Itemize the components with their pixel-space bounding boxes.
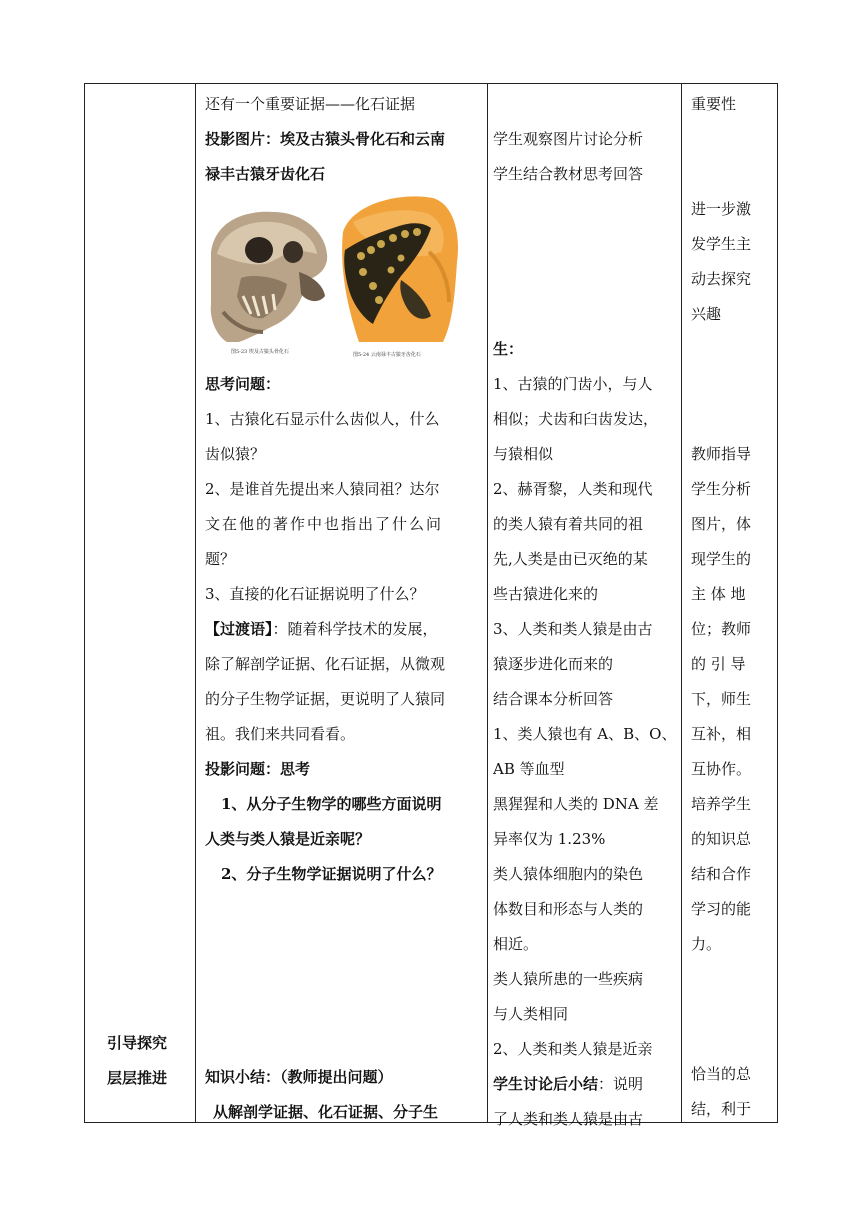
fossil-illustration xyxy=(203,192,463,362)
projection-question-title: 投影问题：思考 xyxy=(205,760,311,778)
photo-caption-right: 图5-24 云南禄丰古猿牙齿化石 xyxy=(353,352,421,358)
question-1: 1、古猿化石显示什么齿似人，什么 xyxy=(205,410,440,428)
blood-type-answer: 1、类人猿也有 A、B、O、 xyxy=(493,725,677,743)
transition-text-cont3: 祖。我们来共同看看。 xyxy=(205,725,356,743)
summary-line xyxy=(493,1067,676,1102)
guide-line: 的知识总 xyxy=(691,830,752,848)
summary-intent-line: 恰当的总 xyxy=(691,1065,752,1083)
projection-title-cont: 禄丰古猿牙齿化石 xyxy=(205,165,326,183)
question-2-cont2: 题？ xyxy=(205,550,236,568)
guide-line: 的 引 导 xyxy=(691,655,746,673)
answer-3-cont: 猿逐步进化而来的 xyxy=(493,655,614,673)
guide-line: 互协作。 xyxy=(691,760,752,778)
combine-text: 结合课本分析回答 xyxy=(493,690,614,708)
question-3: 3、直接的化石证据说明了什么？ xyxy=(205,585,425,603)
chromosome-answer: 类人猿体细胞内的染色 xyxy=(493,865,644,883)
think-title: 思考问题： xyxy=(205,375,281,393)
guide-line: 教师指导 xyxy=(691,445,752,463)
guide-line: 培养学生 xyxy=(691,795,752,813)
molecular-question-2: 2、分子生物学证据说明了什么？ xyxy=(221,865,442,883)
guide-line: 下，师生 xyxy=(691,690,752,708)
lesson-table xyxy=(84,83,778,1128)
answer-2-cont2: 先,人类是由已灭绝的某 xyxy=(493,550,648,568)
relatives-answer: 2、人类和类人猿是近亲 xyxy=(493,1040,653,1058)
summary-title: 知识小结：（教师提出问题） xyxy=(205,1068,393,1086)
question-2-cont: 文在他的著作中也指出了什么问 xyxy=(205,515,444,533)
answer-2: 2、赫胥黎，人类和现代 xyxy=(493,480,653,498)
skull-fossil-image xyxy=(211,212,327,344)
answer-1: 1、古猿的门齿小，与人 xyxy=(493,375,653,393)
projection-title: 投影图片：埃及古猿头骨化石和云南 xyxy=(205,130,446,148)
column-divider xyxy=(195,84,196,1122)
teacher-guide-block xyxy=(691,437,751,962)
teeth-fossil-image xyxy=(342,196,458,342)
summary-text-cont: 了人类和类人猿是由古 xyxy=(493,1110,644,1128)
stimulate-line: 兴趣 xyxy=(691,305,722,323)
stimulate-line: 发学生主 xyxy=(691,235,752,253)
guide-line: 学习的能 xyxy=(691,900,752,918)
importance-text: 重要性 xyxy=(691,95,737,113)
guide-line: 主 体 地 xyxy=(691,585,746,603)
question-1-cont: 齿似猿？ xyxy=(205,445,266,463)
question-2: 2、是谁首先提出来人猿同祖？达尔 xyxy=(205,480,440,498)
guide-line: 现学生的 xyxy=(691,550,752,568)
summary-text: ：说明 xyxy=(598,1075,644,1093)
transition-text-cont2: 的分子生物学证据，更说明了人猿同 xyxy=(205,690,446,708)
guide-line: 位；教师 xyxy=(691,620,752,638)
fossil-photo xyxy=(203,192,463,362)
disease-answer-cont: 与人类相同 xyxy=(493,1005,569,1023)
guide-line: 互补，相 xyxy=(691,725,752,743)
dna-answer: 黑猩猩和人类的 DNA 差 xyxy=(493,795,659,813)
molecular-question-1: 1、从分子生物学的哪些方面说明 xyxy=(221,795,442,813)
chromosome-answer-cont: 体数目和形态与人类的 xyxy=(493,900,644,918)
stimulate-block xyxy=(691,192,751,332)
answer-1-cont2: 与猿相似 xyxy=(493,445,554,463)
summary-text: 从解剖学证据、化石证据、分子生 xyxy=(213,1103,439,1121)
student-label: 生： xyxy=(493,340,524,358)
column-divider xyxy=(487,84,488,1122)
guide-line: 图片，体 xyxy=(691,515,752,533)
stage-label-line2: 层层推进 xyxy=(107,1069,168,1087)
transition-text: ：随着科学技术的发展， xyxy=(272,620,438,638)
dna-answer-cont: 异率仅为 1.23% xyxy=(493,830,606,848)
photo-caption-left: 图5-23 埃及古猿头骨化石 xyxy=(231,349,289,355)
chromosome-answer-cont2: 相近。 xyxy=(493,935,539,953)
guide-line: 结和合作 xyxy=(691,865,752,883)
answer-2-cont: 的类人猿有着共同的祖 xyxy=(493,515,644,533)
summary-intent-block xyxy=(691,1057,751,1127)
stimulate-line: 进一步激 xyxy=(691,200,752,218)
guide-line: 力。 xyxy=(691,935,722,953)
stage-label-line1: 引导探究 xyxy=(107,1034,168,1052)
blood-type-answer-cont: AB 等血型 xyxy=(493,760,565,778)
student-observe: 学生观察图片讨论分析 xyxy=(493,130,644,148)
summary-intent-line: 结，利于 xyxy=(691,1100,752,1118)
stimulate-line: 动去探究 xyxy=(691,270,752,288)
student-answer: 学生结合教材思考回答 xyxy=(493,165,644,183)
molecular-question-1-cont: 人类与类人猿是近亲呢？ xyxy=(205,830,371,848)
student-answers-block xyxy=(493,332,676,1137)
transition-label: 【过渡语】 xyxy=(205,620,273,638)
column-divider xyxy=(681,84,682,1122)
intro-text: 还有一个重要证据——化石证据 xyxy=(205,95,416,113)
answer-1-cont: 相似；犬齿和臼齿发达， xyxy=(493,410,659,428)
disease-answer: 类人猿所患的一些疾病 xyxy=(493,970,644,988)
teacher-activity-column xyxy=(205,87,487,1121)
answer-2-cont3: 些古猿进化来的 xyxy=(493,585,599,603)
answer-3: 3、人类和类人猿是由古 xyxy=(493,620,653,638)
transition-line xyxy=(205,612,487,647)
summary-label: 学生讨论后小结 xyxy=(493,1075,599,1093)
transition-text-cont: 除了解剖学证据、化石证据，从微观 xyxy=(205,655,446,673)
guide-line: 学生分析 xyxy=(691,480,752,498)
